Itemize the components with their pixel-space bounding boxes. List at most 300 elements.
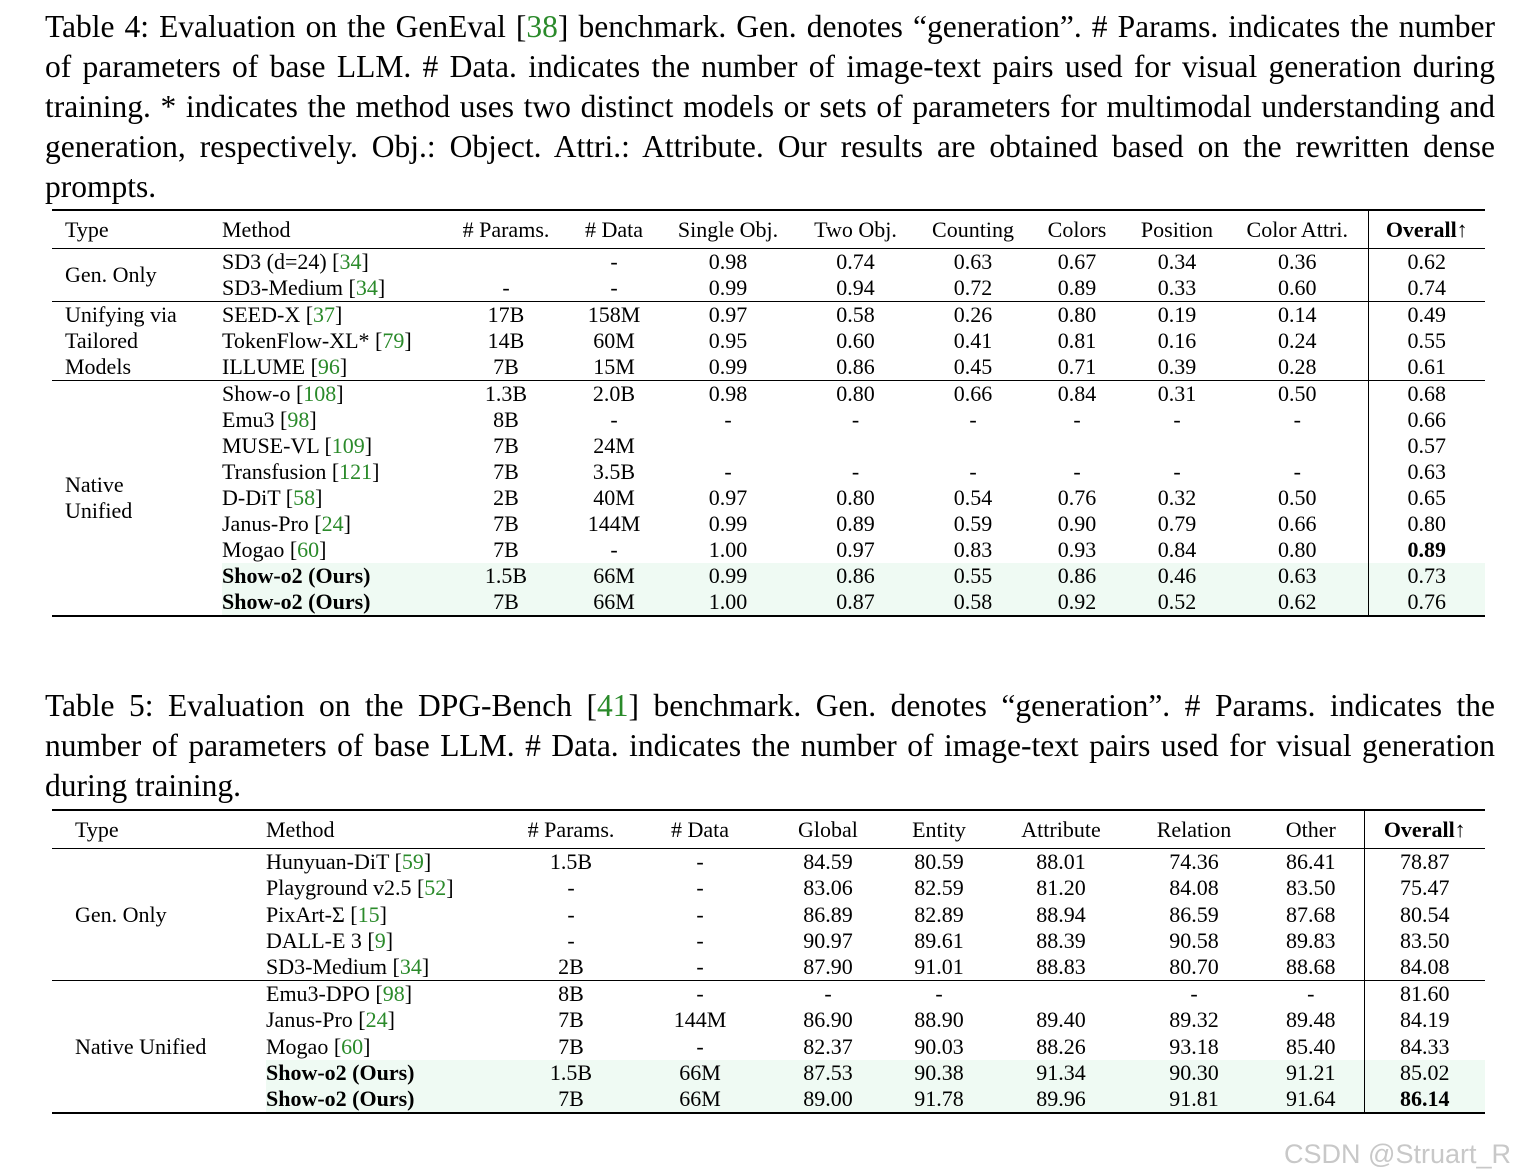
score-cell: 87.68 [1286,901,1336,927]
score-cell: 0.99 [708,275,748,300]
score-cell: 0.62 [1227,589,1368,616]
citation-link[interactable]: 98 [382,981,405,1007]
overall-cell: 81.60 [1364,981,1485,1008]
citation-link[interactable]: 60 [297,537,320,562]
score-cell: 0.89 [1057,275,1097,300]
citation-link[interactable]: 98 [287,407,310,432]
method-name [266,1060,512,1086]
score-cell: 0.16 [1157,328,1197,353]
table-row [52,249,1485,276]
params-cell: - [502,275,510,300]
col-header: Colors [1047,216,1107,242]
score-cell: 1.00 [664,589,792,616]
score-cell: 0.87 [792,589,919,616]
citation-bracket: ] [309,407,317,432]
overall-cell: 75.47 [1364,875,1485,901]
citation-bracket: ] [377,275,386,300]
col-header: # Data [670,816,730,842]
citation-bracket: ] [364,433,373,458]
params-cell: 7B [493,433,519,458]
score-cell: 0.86 [792,563,919,589]
citation-link[interactable]: 34 [399,954,422,980]
score-cell: 0.80 [1057,302,1097,327]
method-name [266,981,512,1008]
score-cell: 0.99 [708,354,748,379]
score-cell: - [1173,407,1181,432]
score-cell: 0.46 [1127,563,1227,589]
data-cell: 60M [593,328,635,353]
score-cell: 83.06 [803,875,853,901]
overall-cell: 0.61 [1368,354,1485,381]
score-cell: 0.72 [953,275,993,300]
score-cell: 80.70 [1169,954,1219,980]
overall-cell: 80.54 [1364,901,1485,927]
data-cell: 66M [564,563,664,589]
score-cell: 88.39 [1036,927,1086,953]
col-header: Method [222,216,291,242]
score-cell: 88.90 [914,1007,964,1033]
citation-bracket: ] [404,328,412,353]
method-text: Show-o2 (Ours) [266,1060,415,1086]
score-cell: 87.53 [770,1060,886,1086]
score-cell: 0.34 [1157,249,1197,274]
method-text: Janus-Pro [ [266,1007,366,1033]
method-text: Show-o2 (Ours) [222,589,371,614]
data-cell: - [696,1033,704,1059]
data-cell: - [610,249,618,274]
data-cell: - [696,901,704,927]
citation-link[interactable]: 24 [321,511,344,536]
score-cell: 0.89 [836,511,875,536]
score-cell [664,433,792,459]
method-text: Playground v2.5 [ [266,875,425,901]
group-type-text: Native Unified [75,1033,207,1059]
data-cell: - [610,275,618,300]
overall-cell: 84.08 [1364,954,1485,981]
score-cell: 85.40 [1286,1033,1336,1059]
citation-link[interactable]: 34 [339,249,362,274]
score-cell: 90.38 [886,1060,992,1086]
score-cell: 0.26 [953,302,993,327]
col-header: Counting [932,216,1014,242]
score-cell: 0.86 [836,354,875,379]
params-cell: 8B [558,981,584,1007]
col-header: Two Obj. [814,216,897,242]
score-cell: 0.28 [1278,354,1317,379]
data-cell: - [696,927,704,953]
table-row [52,1034,1485,1060]
score-cell: 0.80 [836,381,875,406]
method-name [222,275,448,302]
params-cell: 7B [493,459,519,484]
method-name [266,1086,512,1113]
citation-link[interactable]: 15 [357,901,380,927]
citation-bracket: ] [404,981,413,1007]
table5-caption: Table 5: Evaluation on the DPG-Bench [41] benchmark. Gen. denotes “generation”. # Params. indicates the number of parameters of base LLM. # Data. indicates the number of image-text pairs used for visual generation during training. [45,688,1496,803]
table-row [52,954,1485,981]
table-row [52,901,1485,927]
method-text: Mogao [ [266,1033,342,1059]
method-name [222,433,448,459]
score-cell [1027,433,1127,459]
params-cell: - [567,875,575,901]
score-cell: 0.50 [1278,381,1317,406]
score-cell: 82.37 [803,1033,853,1059]
citation-link[interactable]: 96 [317,354,340,379]
method-name [222,459,448,485]
col-header: Other [1285,816,1336,842]
score-cell: 1.00 [708,537,748,562]
score-cell: 0.95 [708,328,748,353]
params-cell: 8B [493,407,519,432]
col-header: Relation [1156,816,1232,842]
score-cell: 86.89 [803,901,853,927]
table-row [52,1007,1485,1033]
group-type-label [52,381,222,617]
score-cell: - [1073,459,1081,484]
col-header: Single Obj. [677,216,779,242]
score-cell: 93.18 [1169,1033,1219,1059]
group-type-label [52,981,266,1114]
score-cell: 0.67 [1057,249,1097,274]
method-name [266,1034,512,1060]
overall-cell: 0.73 [1368,563,1485,589]
table-row [52,849,1485,876]
method-text: Transfusion [ [222,459,340,484]
method-text: TokenFlow-XL* [ [222,328,383,353]
data-cell: 15M [593,354,635,379]
table-group [52,981,1485,1114]
group-type-text: Unifying via Tailored Models [65,302,177,379]
score-cell: 91.34 [992,1060,1130,1086]
citation-bracket: ] [423,849,432,874]
col-header: Global [798,816,858,842]
score-cell: 0.76 [1057,485,1097,510]
score-cell: 91.21 [1258,1060,1364,1086]
method-name [266,954,512,981]
score-cell: 82.59 [914,875,964,901]
data-cell: - [696,954,704,980]
score-cell: 0.33 [1157,275,1197,300]
col-header: # Params. [462,216,550,242]
score-cell: 91.64 [1258,1086,1364,1113]
citation-bracket: ] [379,901,387,927]
citation-bracket: ] [336,381,344,406]
table-row [52,1086,1485,1113]
score-cell: 0.54 [953,485,993,510]
table-group [52,849,1485,981]
col-header: Position [1140,216,1214,242]
score-cell: 0.83 [953,537,993,562]
score-cell: 86.59 [1169,901,1219,927]
overall-cell: 0.68 [1368,381,1485,408]
score-cell: 0.66 [953,381,993,406]
method-name [266,901,512,927]
citation-bracket: ] [385,927,394,953]
table-row [52,537,1485,563]
method-name [266,1007,512,1033]
method-name [222,249,448,276]
method-name [222,328,448,354]
table-row [52,485,1485,511]
table-group [52,249,1485,302]
score-cell: - [1307,981,1315,1007]
params-cell: 1.5B [549,849,593,874]
table-row [52,275,1485,302]
col-header: Overall↑ [1364,810,1485,849]
method-text: MUSE-VL [ [222,433,332,458]
table-group [52,302,1485,381]
params-cell: 7B [493,537,519,562]
overall-cell: 0.76 [1368,589,1485,616]
method-name [266,849,512,876]
col-header: Type [75,816,119,842]
params-cell: 7B [448,589,564,616]
method-name [222,302,448,329]
score-cell: - [969,407,977,432]
score-cell: 0.94 [836,275,875,300]
table-row [52,589,1485,616]
overall-cell: 83.50 [1364,928,1485,954]
overall-cell: 0.57 [1368,433,1485,459]
method-name [222,354,448,381]
table-row [52,511,1485,537]
citation-bracket: ] [421,954,430,980]
col-header: Entity [912,816,966,842]
score-cell: 89.83 [1286,927,1336,953]
citation-link[interactable]: 9 [374,927,386,953]
score-cell: - [969,459,977,484]
score-cell: 84.59 [803,849,853,874]
citation-link[interactable]: 108 [303,381,337,406]
score-cell: 0.98 [708,381,748,406]
citation-link[interactable]: 52 [424,875,447,901]
params-cell: 7B [493,354,519,379]
score-cell: 0.80 [1278,537,1317,562]
score-cell: 0.79 [1157,511,1197,536]
method-name [222,511,448,537]
overall-cell: 85.02 [1364,1060,1485,1086]
group-type-text: Gen. Only [65,262,157,287]
score-cell: 0.63 [1227,563,1368,589]
citation-link[interactable]: 121 [339,459,373,484]
data-cell: 144M [587,511,641,536]
table-row [52,381,1485,408]
data-cell: 40M [593,485,635,510]
score-cell: 0.59 [953,511,993,536]
score-cell: 0.50 [1278,485,1317,510]
citation-link[interactable]: 38 [526,9,558,44]
citation-link[interactable]: 60 [341,1033,364,1059]
score-cell: 0.41 [953,328,993,353]
score-cell: 90.97 [803,927,853,953]
method-text: Emu3-DPO [ [266,981,383,1007]
citation-bracket: ] [446,875,454,901]
data-cell: 66M [564,589,664,616]
table4-geneval [52,209,1485,617]
score-cell: 88.26 [1036,1033,1086,1059]
score-cell: 83.50 [1286,875,1336,901]
citation-link[interactable]: 41 [596,688,629,723]
score-cell: - [1190,981,1198,1007]
score-cell: 91.81 [1130,1086,1258,1113]
method-text: Show-o [ [222,381,304,406]
score-cell [919,433,1027,459]
method-text: SD3 (d=24) [ [222,249,340,274]
score-cell: 0.19 [1157,302,1197,327]
params-cell: 2B [493,485,519,510]
params-cell: 1.5B [512,1060,630,1086]
citation-link[interactable]: 24 [365,1007,388,1033]
citation-link[interactable]: 59 [401,849,424,874]
score-cell: 0.60 [1278,275,1317,300]
data-cell: 2.0B [592,381,636,406]
data-cell: - [696,875,704,901]
col-header: Type [65,216,109,242]
method-text: ILLUME [ [222,354,318,379]
citation-bracket: ] [315,485,323,510]
table-row [52,459,1485,485]
score-cell: 89.61 [914,927,964,953]
params-cell: - [567,901,575,927]
citation-link[interactable]: 109 [331,433,365,458]
params-cell: 7B [512,1086,630,1113]
method-text: D-DiT [ [222,485,294,510]
data-cell: 3.5B [592,459,636,484]
method-name [222,485,448,511]
citation-link[interactable]: 34 [355,275,378,300]
method-name [222,407,448,433]
score-cell: 88.83 [1036,954,1086,980]
citation-bracket: ] [319,537,327,562]
score-cell: 0.98 [708,249,748,274]
overall-cell: 0.89 [1368,537,1485,563]
data-cell: - [610,537,618,562]
score-cell: - [1293,459,1301,484]
score-cell: 0.92 [1027,589,1127,616]
score-cell: - [1293,407,1301,432]
score-cell: 88.01 [1036,849,1086,874]
score-cell: 90.03 [914,1033,964,1059]
table-row [52,875,1485,901]
method-name [266,928,512,954]
citation-bracket: ] [343,511,351,536]
overall-cell: 0.62 [1368,249,1485,276]
score-cell: 0.99 [664,563,792,589]
method-name [222,537,448,563]
citation-bracket: ] [339,354,348,379]
score-cell: - [724,407,732,432]
score-cell: - [851,459,860,484]
table-row [52,981,1485,1008]
score-cell: 89.96 [992,1086,1130,1113]
method-text: SD3-Medium [ [266,954,400,980]
params-cell: 14B [487,328,525,353]
group-type-text: Native Unified [65,472,133,523]
params-cell [448,249,564,276]
data-cell: 66M [630,1060,770,1086]
score-cell: 90.58 [1169,927,1219,953]
score-cell: 84.08 [1169,875,1219,901]
table-header-row [52,810,1485,849]
score-cell: 0.99 [708,511,748,536]
method-text: Janus-Pro [ [222,511,322,536]
citation-bracket: ] [387,1007,395,1033]
score-cell: 74.36 [1169,849,1219,874]
params-cell: 7B [558,1033,584,1059]
score-cell: 0.32 [1157,485,1197,510]
col-header: # Params. [527,816,615,842]
table-row [52,1060,1485,1086]
params-cell: 7B [493,511,519,536]
citation-link[interactable]: 58 [293,485,316,510]
citation-link[interactable]: 79 [382,328,405,353]
method-text: Show-o2 (Ours) [266,1086,415,1112]
score-cell: 0.71 [1057,354,1097,379]
score-cell: 80.59 [914,849,964,874]
data-cell: - [696,981,704,1007]
citation-link[interactable]: 37 [313,302,336,327]
table4-caption: Table 4: Evaluation on the GenEval [38] benchmark. Gen. denotes “generation”. # Params. indicates the number of parameters of base LLM. # Data. indicates the number of image-text pairs used for visual generation during training. * indicates the method uses two distinct models or sets of parameters for multimodal understanding and generation, respectively. Obj.: Object. Attri.: Attribute. Our results are obtained based on the rewritten dense prompts. [45,9,1495,204]
col-header: Attribute [1021,816,1101,842]
score-cell: 81.20 [1036,875,1086,901]
params-cell: 1.5B [448,563,564,589]
data-cell: 158M [587,302,641,327]
score-cell: 0.14 [1278,302,1317,327]
score-cell: 91.01 [914,954,964,980]
score-cell: 90.30 [1130,1060,1258,1086]
score-cell: 0.97 [708,485,748,510]
score-cell: 0.52 [1127,589,1227,616]
data-cell: - [696,849,704,874]
col-header: Color Attri. [1246,216,1348,242]
table-header-row [52,210,1485,249]
overall-cell: 84.33 [1364,1034,1485,1060]
data-cell: 144M [673,1007,727,1033]
overall-cell: 78.87 [1364,849,1485,876]
params-cell: 2B [558,954,584,980]
score-cell: 0.55 [919,563,1027,589]
method-text: DALL-E 3 [ [266,927,375,953]
score-cell: 0.84 [1057,381,1097,406]
params-cell: 1.3B [484,381,528,406]
score-cell [1127,433,1227,459]
group-type-label [52,302,222,381]
method-name [266,875,512,901]
score-cell: 88.68 [1286,954,1336,980]
score-cell: 0.36 [1278,249,1317,274]
score-cell: 0.58 [919,589,1027,616]
score-cell [1227,433,1368,459]
method-text: Show-o2 (Ours) [222,563,371,588]
score-cell: 86.90 [803,1007,853,1033]
group-type-label [52,849,266,981]
score-cell: 0.90 [1057,511,1097,536]
score-cell: 87.90 [803,954,853,980]
table-row [52,354,1485,381]
method-text: Emu3 [ [222,407,288,432]
params-cell: - [567,927,575,953]
method-text: SEED-X [ [222,302,314,327]
data-cell: 24M [593,433,635,458]
score-cell: 0.80 [836,485,875,510]
overall-cell: 0.49 [1368,302,1485,329]
score-cell: 0.97 [708,302,748,327]
score-cell: 89.32 [1169,1007,1219,1033]
citation-bracket: ] [361,249,369,274]
score-cell: 0.58 [836,302,875,327]
score-cell: 0.60 [836,328,875,353]
